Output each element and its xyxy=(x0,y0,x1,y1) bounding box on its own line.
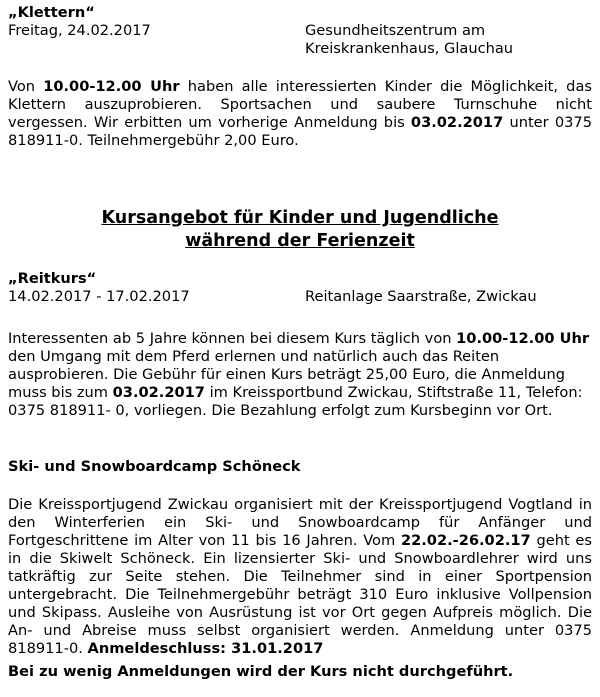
reitkurs-paragraph xyxy=(8,330,592,420)
klettern-paragraph xyxy=(8,78,592,150)
klettern-location-line1: Gesundheitszentrum am xyxy=(305,22,486,39)
klettern-section xyxy=(8,4,592,58)
klettern-location-line2: Kreiskrankenhaus, Glauchau xyxy=(305,40,514,57)
reitkurs-deadline: 03.02.2017 xyxy=(112,384,205,401)
klettern-title: „Klettern“ xyxy=(8,4,95,21)
ski-paragraph xyxy=(8,496,592,658)
ski-text-a: Die Kreissportjugend Zwickau organisiert mit der Kreissportjugend Vogtland in den Winterferien ein Ski- und Snowboardcamp für Anfänger und Fortgeschrittene im Alter von 11 bis 16 Jahren. Vom xyxy=(8,496,592,549)
klettern-date: Freitag, 24.02.2017 xyxy=(8,22,151,39)
klettern-text-b: haben alle interessierten Kinder die Möglichkeit, das Klettern auszuprobieren. Sportsachen und saubere Turnschuhe nicht vergessen. Wir erbitten um vorherige Anmeldung bis xyxy=(8,78,592,131)
ski-deadline: Anmeldeschluss: 31.01.2017 xyxy=(87,640,324,657)
reitkurs-date: 14.02.2017 - 17.02.2017 xyxy=(8,288,190,305)
footer-note: Bei zu wenig Anmeldungen wird der Kurs nicht durchgeführt. xyxy=(8,663,514,680)
ski-text-b: geht es in die Skiwelt Schöneck. Ein lizensierter Ski- und Snowboardlehrer wird uns tatkräftig zur Seite stehen. Die Teilnehmer sind in einer Sportpension untergebracht. Die Teilnehmergebühr beträgt 310 Euro inklusive Vollpension und Skipass. Ausleihe von Ausrüstung ist vor Ort gegen Aufpreis möglich. Die An- und Abreise muss selbst organisiert werden. Anmeldung unter 0375 818911-0. xyxy=(8,532,592,657)
reitkurs-text-a: Interessenten ab 5 Jahre können bei diesem Kurs täglich von xyxy=(8,330,457,347)
reitkurs-section xyxy=(8,270,592,306)
reitkurs-meta xyxy=(8,288,592,306)
klettern-deadline: 03.02.2017 xyxy=(410,114,504,131)
section-heading-line2: während der Ferienzeit xyxy=(185,231,415,251)
klettern-time: 10.00-12.00 Uhr xyxy=(43,78,180,95)
klettern-text-a: Von xyxy=(8,78,44,95)
reitkurs-text-c: im Kreissportbund Zwickau, Stiftstraße 11, Telefon: 0375 818911- 0, vorliegen. Die Bezahlung erfolgt zum Kursbeginn vor Ort. xyxy=(8,384,583,419)
klettern-text-c: unter 0375 818911-0. Teilnehmergebühr 2,00 Euro. xyxy=(8,114,592,149)
klettern-meta xyxy=(8,22,592,58)
reitkurs-time: 10.00-12.00 Uhr xyxy=(456,330,590,347)
reitkurs-title: „Reitkurs“ xyxy=(8,270,97,287)
ski-title: Ski- und Snowboardcamp Schöneck xyxy=(8,458,301,475)
ski-dates: 22.02.-26.02.17 xyxy=(400,532,531,549)
reitkurs-location: Reitanlage Saarstraße, Zwickau xyxy=(305,288,537,305)
section-heading-line1: Kursangebot für Kinder und Jugendliche xyxy=(101,208,499,228)
klettern-location xyxy=(305,22,592,58)
reitkurs-text-b: den Umgang mit dem Pferd erlernen und natürlich auch das Reiten ausprobieren. Die Gebühr für einen Kurs beträgt 25,00 Euro, die Anmeldung muss bis zum xyxy=(8,348,566,401)
